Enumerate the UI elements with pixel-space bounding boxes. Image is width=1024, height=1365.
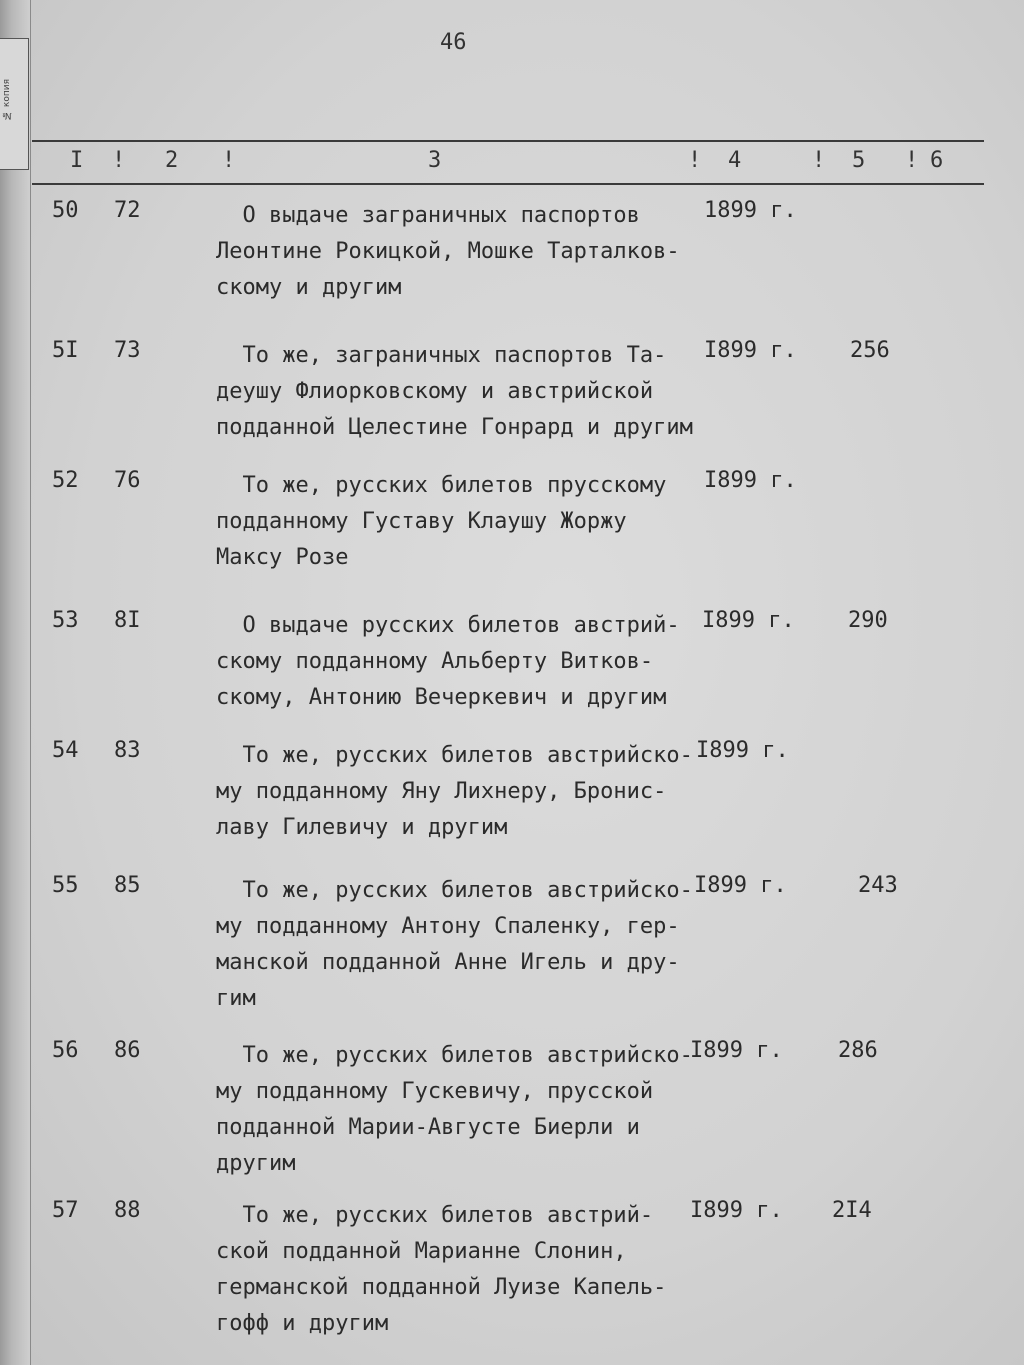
header-sep-2: !	[222, 148, 236, 173]
entry-title-line: подданной Целестине Гонрард и другим	[216, 415, 693, 440]
header-col-1: I	[70, 148, 84, 173]
entry-title-line: подданной Марии-Августе Биерли и	[216, 1115, 640, 1140]
header-col-3: 3	[428, 148, 442, 173]
header-sep-5: !	[905, 148, 919, 173]
entry-title-line: То же, заграничных паспортов Та-	[216, 343, 667, 368]
entry-title-line: То же, русских билетов австрийско-	[216, 878, 693, 903]
entry-title-line: Леонтине Рокицкой, Мошке Тарталков-	[216, 239, 680, 264]
entry-title-line: деушу Флиорковскому и австрийской	[216, 379, 654, 404]
binding-tab	[0, 38, 29, 170]
entry-title-line: О выдаче русских билетов австрий-	[216, 613, 680, 638]
entry-title-line: скому подданному Альберту Витков-	[216, 649, 654, 674]
entry-date: I899 г.	[696, 738, 789, 763]
entry-title-line: То же, русских билетов прусскому	[216, 473, 667, 498]
entry-title-line: гим	[216, 986, 256, 1011]
entry-title-line: лаву Гилевичу и другим	[216, 815, 508, 840]
binding-label: № копия	[2, 79, 12, 120]
case-number: 88	[114, 1198, 141, 1223]
entry-date: I899 г.	[704, 468, 797, 493]
entry-number: 53	[52, 608, 79, 633]
header-col-4: 4	[728, 148, 742, 173]
entry-title-line: гофф и другим	[216, 1311, 389, 1336]
header-sep-3: !	[688, 148, 702, 173]
sheet-count: 256	[850, 338, 890, 363]
sheet-count: 2I4	[832, 1198, 872, 1223]
entry-title	[216, 1198, 666, 1342]
entry-title	[216, 738, 693, 846]
entry-number: 55	[52, 873, 79, 898]
entry-date: I899 г.	[704, 338, 797, 363]
sheet-count: 290	[848, 608, 888, 633]
entry-title	[216, 198, 680, 306]
entry-number: 50	[52, 198, 79, 223]
entry-number: 5I	[52, 338, 79, 363]
case-number: 86	[114, 1038, 141, 1063]
entry-title-line: Максу Розе	[216, 545, 349, 570]
entry-title-line: му подданному Антону Спаленку, гер-	[216, 914, 680, 939]
page-number: 46	[440, 30, 467, 55]
header-col-5: 5	[852, 148, 866, 173]
sheet-count: 243	[858, 873, 898, 898]
entry-title-line: О выдаче заграничных паспортов	[216, 203, 640, 228]
entry-title-line: То же, русских билетов австрийско-	[216, 743, 693, 768]
entry-title-line: подданному Густаву Клаушу Жоржу	[216, 509, 627, 534]
case-number: 76	[114, 468, 141, 493]
entry-title-line: му подданному Гускевичу, прусской	[216, 1079, 654, 1104]
binding-edge	[0, 0, 31, 1365]
entry-title	[216, 468, 666, 576]
entry-date: I899 г.	[702, 608, 795, 633]
header-col-2: 2	[165, 148, 179, 173]
entry-title-line: манской подданной Анне Игель и дру-	[216, 950, 680, 975]
entry-title	[216, 1038, 693, 1182]
entry-number: 54	[52, 738, 79, 763]
entry-number: 52	[52, 468, 79, 493]
entry-title-line: другим	[216, 1151, 296, 1176]
entry-date: 1899 г.	[704, 198, 797, 223]
entry-date: I899 г.	[694, 873, 787, 898]
case-number: 85	[114, 873, 141, 898]
header-sep-1: !	[112, 148, 126, 173]
entry-title	[216, 338, 693, 446]
header-rule-top	[32, 140, 984, 142]
case-number: 72	[114, 198, 141, 223]
case-number: 73	[114, 338, 141, 363]
entry-title-line: То же, русских билетов австрийско-	[216, 1043, 693, 1068]
sheet-count: 286	[838, 1038, 878, 1063]
header-sep-4: !	[812, 148, 826, 173]
header-rule-bottom	[32, 183, 984, 185]
entry-title-line: скому, Антонию Вечеркевич и другим	[216, 685, 667, 710]
case-number: 8I	[114, 608, 141, 633]
entry-title	[216, 608, 680, 716]
entry-title-line: То же, русских билетов австрий-	[216, 1203, 654, 1228]
entry-title-line: скому и другим	[216, 275, 402, 300]
entry-number: 56	[52, 1038, 79, 1063]
case-number: 83	[114, 738, 141, 763]
entry-title-line: му подданному Яну Лихнеру, Бронис-	[216, 779, 667, 804]
entry-title-line: германской подданной Луизе Капель-	[216, 1275, 667, 1300]
entry-title-line: ской подданной Марианне Слонин,	[216, 1239, 627, 1264]
entry-date: I899 г.	[690, 1038, 783, 1063]
entry-number: 57	[52, 1198, 79, 1223]
entry-title	[216, 873, 693, 1017]
header-col-6: 6	[930, 148, 944, 173]
entry-date: I899 г.	[690, 1198, 783, 1223]
